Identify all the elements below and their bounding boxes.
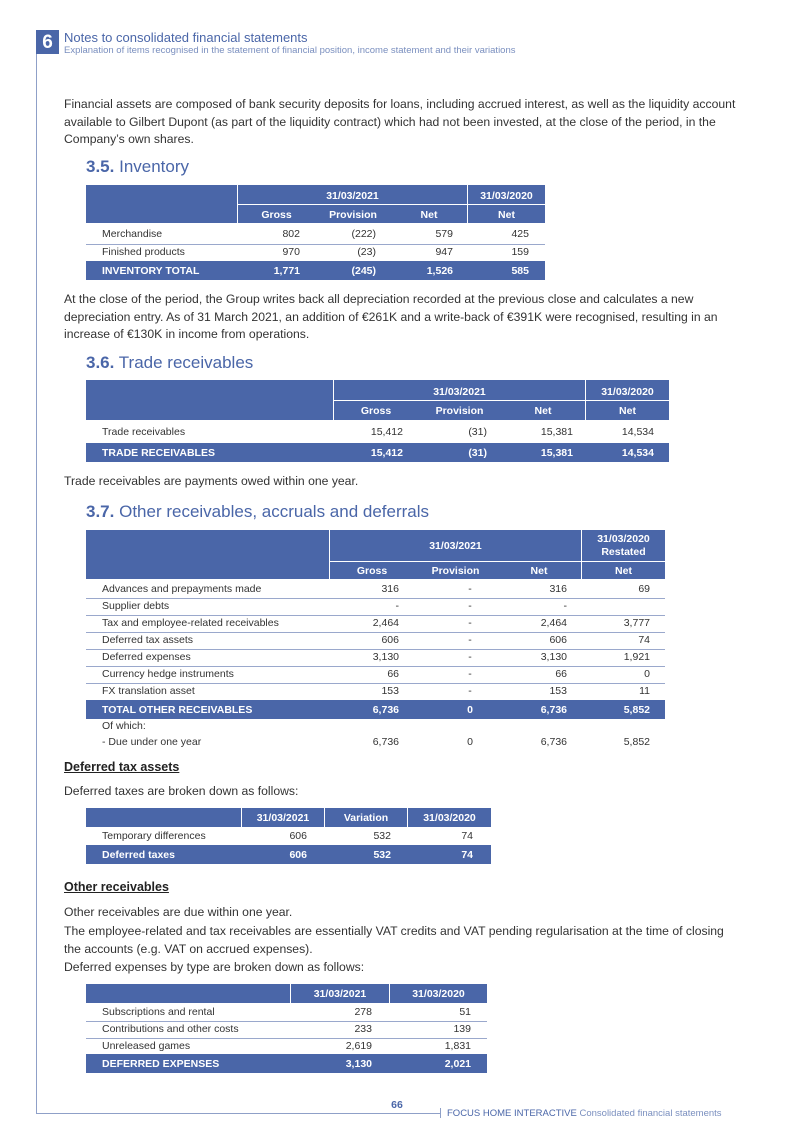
page-frame-bottom-rule bbox=[36, 1113, 441, 1114]
cell-provision: (222) bbox=[351, 228, 376, 240]
col-header-provision: Provision bbox=[435, 405, 484, 417]
row-label: - Due under one year bbox=[102, 736, 202, 748]
header-group-2020: 31/03/2020 bbox=[601, 386, 654, 398]
cell-gross: 802 bbox=[282, 228, 300, 240]
row-label: Of which: bbox=[102, 720, 146, 732]
total-net-2020: 5,852 bbox=[623, 704, 650, 716]
row-separator bbox=[86, 244, 545, 245]
cell-net: 316 bbox=[549, 583, 567, 595]
cell-gross: 6,736 bbox=[372, 736, 399, 748]
cell-2020: 1,831 bbox=[444, 1040, 471, 1052]
col-header-net: Net bbox=[534, 405, 552, 417]
cell-gross: 970 bbox=[282, 246, 300, 258]
of-which-row bbox=[86, 720, 665, 737]
total-gross: 15,412 bbox=[370, 447, 403, 459]
header-group-2021: 31/03/2021 bbox=[433, 386, 486, 398]
total-2020: 2,021 bbox=[444, 1058, 471, 1070]
total-net-2020: 585 bbox=[511, 265, 529, 277]
other-receivables-text-3: Deferred expenses by type are broken down as follows: bbox=[64, 960, 365, 974]
col-header-2021: 31/03/2021 bbox=[256, 812, 310, 824]
cell-net: 606 bbox=[549, 634, 567, 646]
section-title: Other receivables, accruals and deferrals bbox=[119, 502, 430, 521]
cell-net: 3,130 bbox=[540, 651, 567, 663]
col-header-net-2020: Net bbox=[619, 405, 636, 417]
cell-gross: - bbox=[395, 600, 399, 612]
cell-net-2020: 3,777 bbox=[623, 617, 650, 629]
row-label: Trade receivables bbox=[102, 426, 186, 438]
header-group-2020-restated: Restated bbox=[601, 546, 646, 558]
cell-2020: 139 bbox=[453, 1023, 471, 1035]
col-header-2021: 31/03/2021 bbox=[313, 988, 367, 1000]
col-header-provision: Provision bbox=[431, 565, 480, 577]
subheading-deferred-tax-assets: Deferred tax assets bbox=[64, 760, 180, 774]
section-number: 3.6. bbox=[86, 353, 115, 372]
total-provision: (245) bbox=[351, 265, 376, 277]
total-net-2020: 14,534 bbox=[621, 447, 654, 459]
cell-2021: 278 bbox=[354, 1006, 372, 1018]
cell-gross: 66 bbox=[387, 668, 399, 680]
section-heading-other-receivables bbox=[86, 502, 429, 522]
table-total-row bbox=[86, 700, 665, 719]
cell-gross: 153 bbox=[381, 685, 399, 697]
row-label: Advances and prepayments made bbox=[102, 583, 262, 595]
col-header-variation: Variation bbox=[343, 812, 389, 824]
cell-net-2020: 159 bbox=[511, 246, 529, 258]
header-group-2020: 31/03/2020 bbox=[597, 533, 650, 545]
cell-provision: - bbox=[468, 685, 472, 697]
cell-gross: 3,130 bbox=[372, 651, 399, 663]
header-divider bbox=[333, 400, 669, 401]
table-row bbox=[86, 228, 545, 245]
total-net: 1,526 bbox=[426, 265, 453, 277]
footer-document: Consolidated financial statements bbox=[579, 1108, 722, 1119]
deferred-tax-text: Deferred taxes are broken down as follows: bbox=[64, 784, 299, 798]
row-separator bbox=[86, 598, 665, 599]
page-number: 66 bbox=[391, 1099, 403, 1111]
table-total-row bbox=[86, 1054, 487, 1073]
cell-net-2020: 425 bbox=[511, 228, 529, 240]
total-label: Deferred taxes bbox=[102, 849, 175, 861]
footer-company: FOCUS HOME INTERACTIVE bbox=[447, 1108, 577, 1119]
chapter-number-badge: 6 bbox=[36, 30, 59, 54]
cell-provision: 0 bbox=[467, 736, 473, 748]
cell-provision: - bbox=[468, 600, 472, 612]
cell-provision: - bbox=[468, 617, 472, 629]
row-separator bbox=[86, 683, 665, 684]
row-label: Temporary differences bbox=[102, 830, 206, 842]
header-title: Notes to consolidated financial statements bbox=[64, 30, 308, 45]
section-title: Inventory bbox=[119, 157, 190, 176]
col-header-provision: Provision bbox=[329, 209, 377, 221]
footer-text bbox=[447, 1108, 722, 1119]
cell-net: 6,736 bbox=[540, 736, 567, 748]
cell-net: - bbox=[563, 600, 567, 612]
col-header-net-2020: Net bbox=[498, 209, 515, 221]
table-row bbox=[86, 426, 669, 443]
cell-provision: - bbox=[468, 651, 472, 663]
header-group-2020: 31/03/2020 bbox=[480, 190, 533, 202]
row-label: Deferred tax assets bbox=[102, 634, 194, 646]
total-label: DEFERRED EXPENSES bbox=[102, 1058, 220, 1070]
cell-gross: 606 bbox=[381, 634, 399, 646]
header-divider bbox=[237, 204, 545, 205]
cell-net-2020: 14,534 bbox=[621, 426, 654, 438]
total-provision: (31) bbox=[468, 447, 487, 459]
cell-net: 947 bbox=[435, 246, 453, 258]
cell-net: 579 bbox=[435, 228, 453, 240]
total-label: TRADE RECEIVABLES bbox=[102, 447, 215, 459]
col-header-gross: Gross bbox=[356, 565, 388, 577]
cell-2020: 74 bbox=[461, 830, 473, 842]
section-number: 3.7. bbox=[86, 502, 115, 521]
total-net: 15,381 bbox=[540, 447, 573, 459]
cell-provision: - bbox=[468, 668, 472, 680]
trade-receivables-note: Trade receivables are payments owed within one year. bbox=[64, 474, 359, 488]
cell-provision: (23) bbox=[357, 246, 376, 258]
row-separator bbox=[86, 666, 665, 667]
col-header-net: Net bbox=[420, 209, 438, 221]
total-net: 6,736 bbox=[540, 704, 567, 716]
header-subtitle: Explanation of items recognised in the statement of financial position, income statement and their variations bbox=[64, 45, 516, 56]
row-separator bbox=[86, 632, 665, 633]
row-label: Currency hedge instruments bbox=[102, 668, 234, 680]
cell-net-2020: 5,852 bbox=[623, 736, 650, 748]
total-label: TOTAL OTHER RECEIVABLES bbox=[102, 704, 253, 716]
row-label: Deferred expenses bbox=[102, 651, 191, 663]
cell-net-2020: 0 bbox=[644, 668, 650, 680]
cell-net-2020: 74 bbox=[638, 634, 650, 646]
cell-net: 15,381 bbox=[540, 426, 573, 438]
total-provision: 0 bbox=[467, 704, 473, 716]
header-group-2021: 31/03/2021 bbox=[429, 540, 482, 552]
row-label: Unreleased games bbox=[102, 1040, 191, 1052]
col-header-net: Net bbox=[530, 565, 548, 577]
header-group-2021: 31/03/2021 bbox=[326, 190, 379, 202]
other-receivables-text-2: The employee-related and tax receivables are essentially VAT credits and VAT pending regularisation at the time of closing the accounts (e.g. VAT on accrued expenses). bbox=[64, 924, 724, 956]
page-frame-left-rule bbox=[36, 52, 37, 1114]
col-header-gross: Gross bbox=[360, 405, 392, 417]
section-heading-inventory bbox=[86, 157, 189, 177]
row-label: Finished products bbox=[102, 246, 185, 258]
section-heading-trade-receivables bbox=[86, 353, 253, 373]
row-label: Subscriptions and rental bbox=[102, 1006, 215, 1018]
table-total-row bbox=[86, 443, 669, 462]
col-header-2020: 31/03/2020 bbox=[423, 812, 476, 824]
section-number: 3.5. bbox=[86, 157, 115, 176]
inventory-note: At the close of the period, the Group writes back all depreciation recorded at the previous close and calculates a new depreciation entry. As of 31 March 2021, an addition of €261K and a write-back of €391K were recognised, resulting in an increase of €130K in income from operations. bbox=[64, 292, 718, 341]
cell-net-2020: 69 bbox=[638, 583, 650, 595]
total-2021: 606 bbox=[289, 849, 307, 861]
cell-net-2020: 11 bbox=[639, 685, 650, 697]
cell-provision: - bbox=[468, 583, 472, 595]
row-separator bbox=[86, 1038, 487, 1039]
row-label: Contributions and other costs bbox=[102, 1023, 239, 1035]
subheading-other-receivables: Other receivables bbox=[64, 880, 169, 894]
col-header-gross: Gross bbox=[261, 209, 292, 221]
cell-net: 66 bbox=[555, 668, 567, 680]
section-title: Trade receivables bbox=[118, 353, 254, 372]
header-divider bbox=[329, 561, 665, 562]
table-total-row bbox=[86, 261, 545, 280]
cell-2020: 51 bbox=[459, 1006, 471, 1018]
cell-gross: 15,412 bbox=[370, 426, 403, 438]
cell-net-2020: 1,921 bbox=[623, 651, 650, 663]
total-gross: 1,771 bbox=[273, 265, 300, 277]
total-2020: 74 bbox=[461, 849, 473, 861]
col-header-net-2020: Net bbox=[615, 565, 632, 577]
row-label: Merchandise bbox=[102, 228, 163, 240]
total-2021: 3,130 bbox=[345, 1058, 372, 1070]
cell-provision: (31) bbox=[468, 426, 487, 438]
cell-provision: - bbox=[468, 634, 472, 646]
table-total-row bbox=[86, 845, 491, 864]
other-receivables-text-1: Other receivables are due within one year. bbox=[64, 905, 293, 919]
row-separator bbox=[86, 615, 665, 616]
row-label: Tax and employee-related receivables bbox=[102, 617, 279, 629]
cell-2021: 2,619 bbox=[345, 1040, 372, 1052]
row-label: Supplier debts bbox=[102, 600, 170, 612]
cell-2021: 606 bbox=[289, 830, 307, 842]
cell-net: 2,464 bbox=[540, 617, 567, 629]
row-label: FX translation asset bbox=[102, 685, 195, 697]
cell-gross: 316 bbox=[381, 583, 399, 595]
cell-2021: 233 bbox=[354, 1023, 372, 1035]
cell-gross: 2,464 bbox=[372, 617, 399, 629]
cell-variation: 532 bbox=[373, 830, 391, 842]
total-variation: 532 bbox=[373, 849, 391, 861]
col-header-2020: 31/03/2020 bbox=[412, 988, 465, 1000]
total-gross: 6,736 bbox=[372, 704, 399, 716]
row-separator bbox=[86, 649, 665, 650]
cell-net: 153 bbox=[549, 685, 567, 697]
table-row bbox=[86, 736, 665, 753]
row-separator bbox=[86, 1021, 487, 1022]
total-label: INVENTORY TOTAL bbox=[102, 265, 200, 277]
intro-paragraph: Financial assets are composed of bank security deposits for loans, including accrued interest, as well as the liquidity account available to Gilbert Dupont (as part of the liquidity contract) which had not been invested, at the close of the period, in the Company’s own shares. bbox=[64, 97, 736, 146]
page-frame-tick bbox=[440, 1108, 441, 1118]
